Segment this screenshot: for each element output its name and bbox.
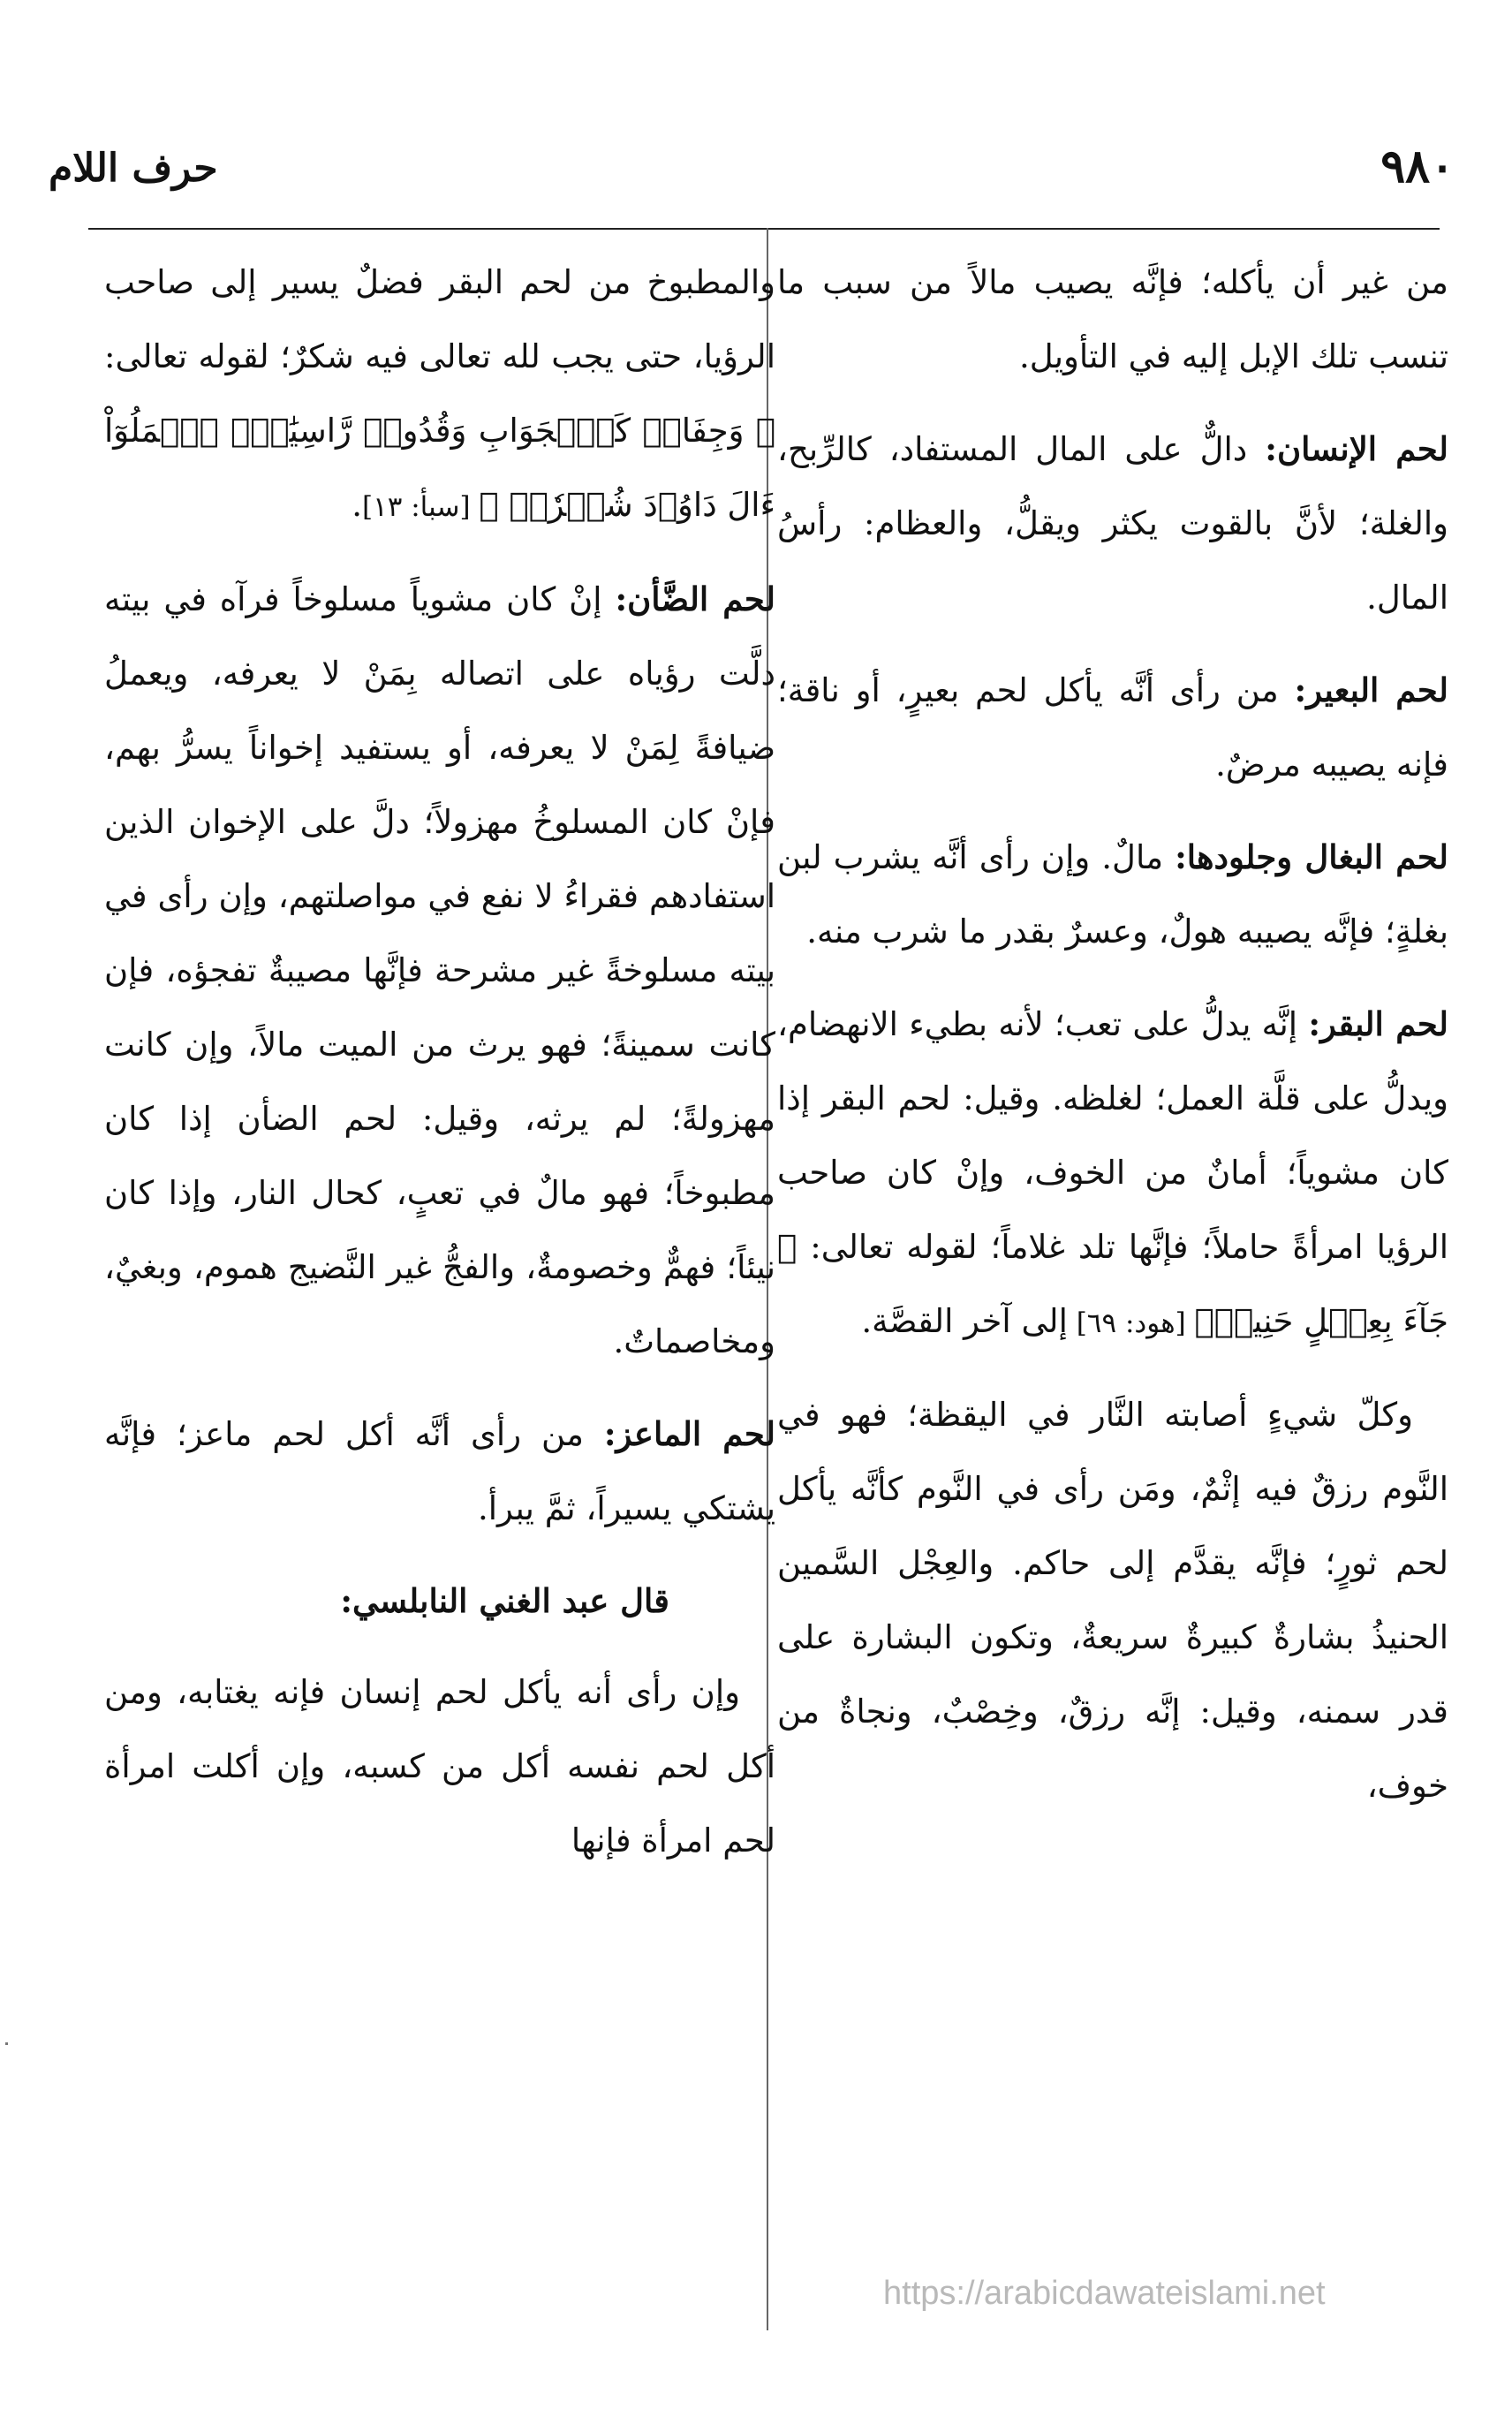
paragraph-tail: .: [352, 486, 362, 524]
entry-text: مالٌ. وإن رأى أنَّه يشرب لبن بغلةٍ؛ فإنَّه يصيبه هولٌ، وعسرٌ بقدر ما شرب منه.: [777, 838, 1448, 951]
paragraph-text: وكلّ شيءٍ أصابته النَّار في اليقظة؛ فهو في النَّوم رزقٌ فيه إثْمٌ، ومَن رأى في النَّوم كأنَّه يأكل لحم ثورٍ؛ فإنَّه يقدَّم إلى حاكم. والعِجْل السَّمين الحنيذُ بشارةٌ كبيرةٌ سريعةٌ، وتكون البشارة على قدر سمنه، وقيل: إنَّه رزقٌ، وخِصْبٌ، ونجاةٌ من خوف،: [777, 1396, 1448, 1805]
entry-term: لحم البعير:: [1294, 670, 1448, 709]
quran-quote: ﴿ جَآءَ بِعِجۡلٍ حَنِيذٖ﴾: [777, 1228, 1448, 1340]
page-header: [0, 133, 1512, 212]
quran-reference: [هود: ٦٩]: [1067, 1307, 1195, 1339]
header-rule: [88, 228, 1440, 230]
entry-text: دالٌّ على المال المستفاد، كالرِّبح، والغلة؛ لأنَّ بالقوت يكثر ويقلُّ، والعظام: رأسُ المال.: [777, 430, 1448, 617]
paragraph: [104, 246, 775, 544]
paragraph: [104, 1655, 775, 1878]
quran-quote: ﴿ وَجِفَانٖ كَٱلۡجَوَابِ وَقُدُورٖ رَّاسِيَٰتٍۚ ٱعۡمَلُوٓاْ ءَالَ دَاوُۥدَ شُكۡرٗاۚ ﴾: [104, 412, 775, 524]
paragraph-text: من غير أن يأكله؛ فإنَّه يصيب مالاً من سبب ما تنسب تلك الإبل إليه في التأويل.: [777, 263, 1448, 375]
page-number: ٩٨٠: [1380, 140, 1455, 193]
right-column: [777, 246, 1448, 1841]
entry-text: من رأى أنَّه أكل لحم ماعز؛ فإنَّه يشتكي يسيراً، ثمَّ يبرأ.: [104, 1415, 775, 1527]
entry-term: لحم الماعز:: [603, 1414, 775, 1453]
paragraph: [777, 246, 1448, 394]
paragraph-text: والمطبوخ من لحم البقر فضلٌ يسير إلى صاحب الرؤيا، حتى يجب لله تعالى فيه شكرٌ؛ لقوله تعالى:: [104, 263, 775, 375]
watermark-url: https://arabicdawateislami.net: [883, 2275, 1326, 2312]
entry-text: إنْ كان مشوياً مسلوخاً فرآه في بيته دلَّت رؤياه على اتصاله بِمَنْ لا يعرفه، ويعملُ ضيافةً لِمَنْ لا يعرفه، أو يستفيد إخواناً يسرُّ بهم، فإنْ كان المسلوخُ مهزولاً؛ دلَّ على الإخوان الذين استفادهم فقراءُ لا نفع في مواصلتهم، وإن رأى في بيته مسلوخةً غير مشرحة فإنَّها مصيبةٌ تفجؤه، فإن كانت سمينةً؛ فهو يرث من الميت مالاً، وإن كانت مهزولةً؛ لم يرثه، وقيل: لحم الضأن إذا كان مطبوخاً؛ فهو مالٌ في تعبٍ، كحال النار، وإذا كان نيئاً؛ فهمٌّ وخصومةٌ، والفجُّ غير النَّضيج هموم، وبغيٌ، ومخاصماتٌ.: [104, 580, 775, 1360]
entry-text: إنَّه يدلُّ على تعب؛ لأنه بطيء الانهضام، ويدلُّ على قلَّة العمل؛ لغلظه. وقيل: لحم البقر إذا كان مشوياً؛ أمانٌ من الخوف، وإنْ كان صاحب الرؤيا امرأةً حاملاً؛ فإنَّها تلد غلاماً؛ لقوله تعالى:: [777, 1005, 1448, 1266]
paragraph-text: وإن رأى أنه يأكل لحم إنسان فإنه يغتابه، ومن أكل لحم نفسه أكل من كسبه، وإن أكلت امرأة لحم امرأة فإنها: [104, 1673, 775, 1860]
left-column: [104, 246, 775, 1896]
entry: [777, 653, 1448, 802]
entry-text: من رأى أنَّه يأكل لحم بعيرٍ، أو ناقة؛ فإنه يصيبه مرضٌ.: [777, 671, 1448, 784]
entry-term: لحم البقر:: [1308, 1004, 1448, 1043]
entry: [104, 1397, 775, 1546]
entry: [777, 987, 1448, 1360]
quran-reference: [سبأ: ١٣]: [361, 491, 480, 523]
scan-speck: [5, 2042, 8, 2045]
entry: [104, 562, 775, 1379]
entry-tail: إلى آخر القصَّة.: [861, 1302, 1068, 1340]
entry: [777, 820, 1448, 969]
entry-term: لحم الضَّأن:: [615, 579, 776, 618]
entry-term: لحم الإنسان:: [1265, 429, 1449, 468]
paragraph: [777, 1378, 1448, 1823]
entry-term: لحم البغال وجلودها:: [1175, 837, 1448, 876]
section-heading: قال عبد الغني النابلسي:: [340, 1581, 669, 1620]
entry: [777, 412, 1448, 635]
running-title: حرف اللام: [49, 146, 218, 191]
